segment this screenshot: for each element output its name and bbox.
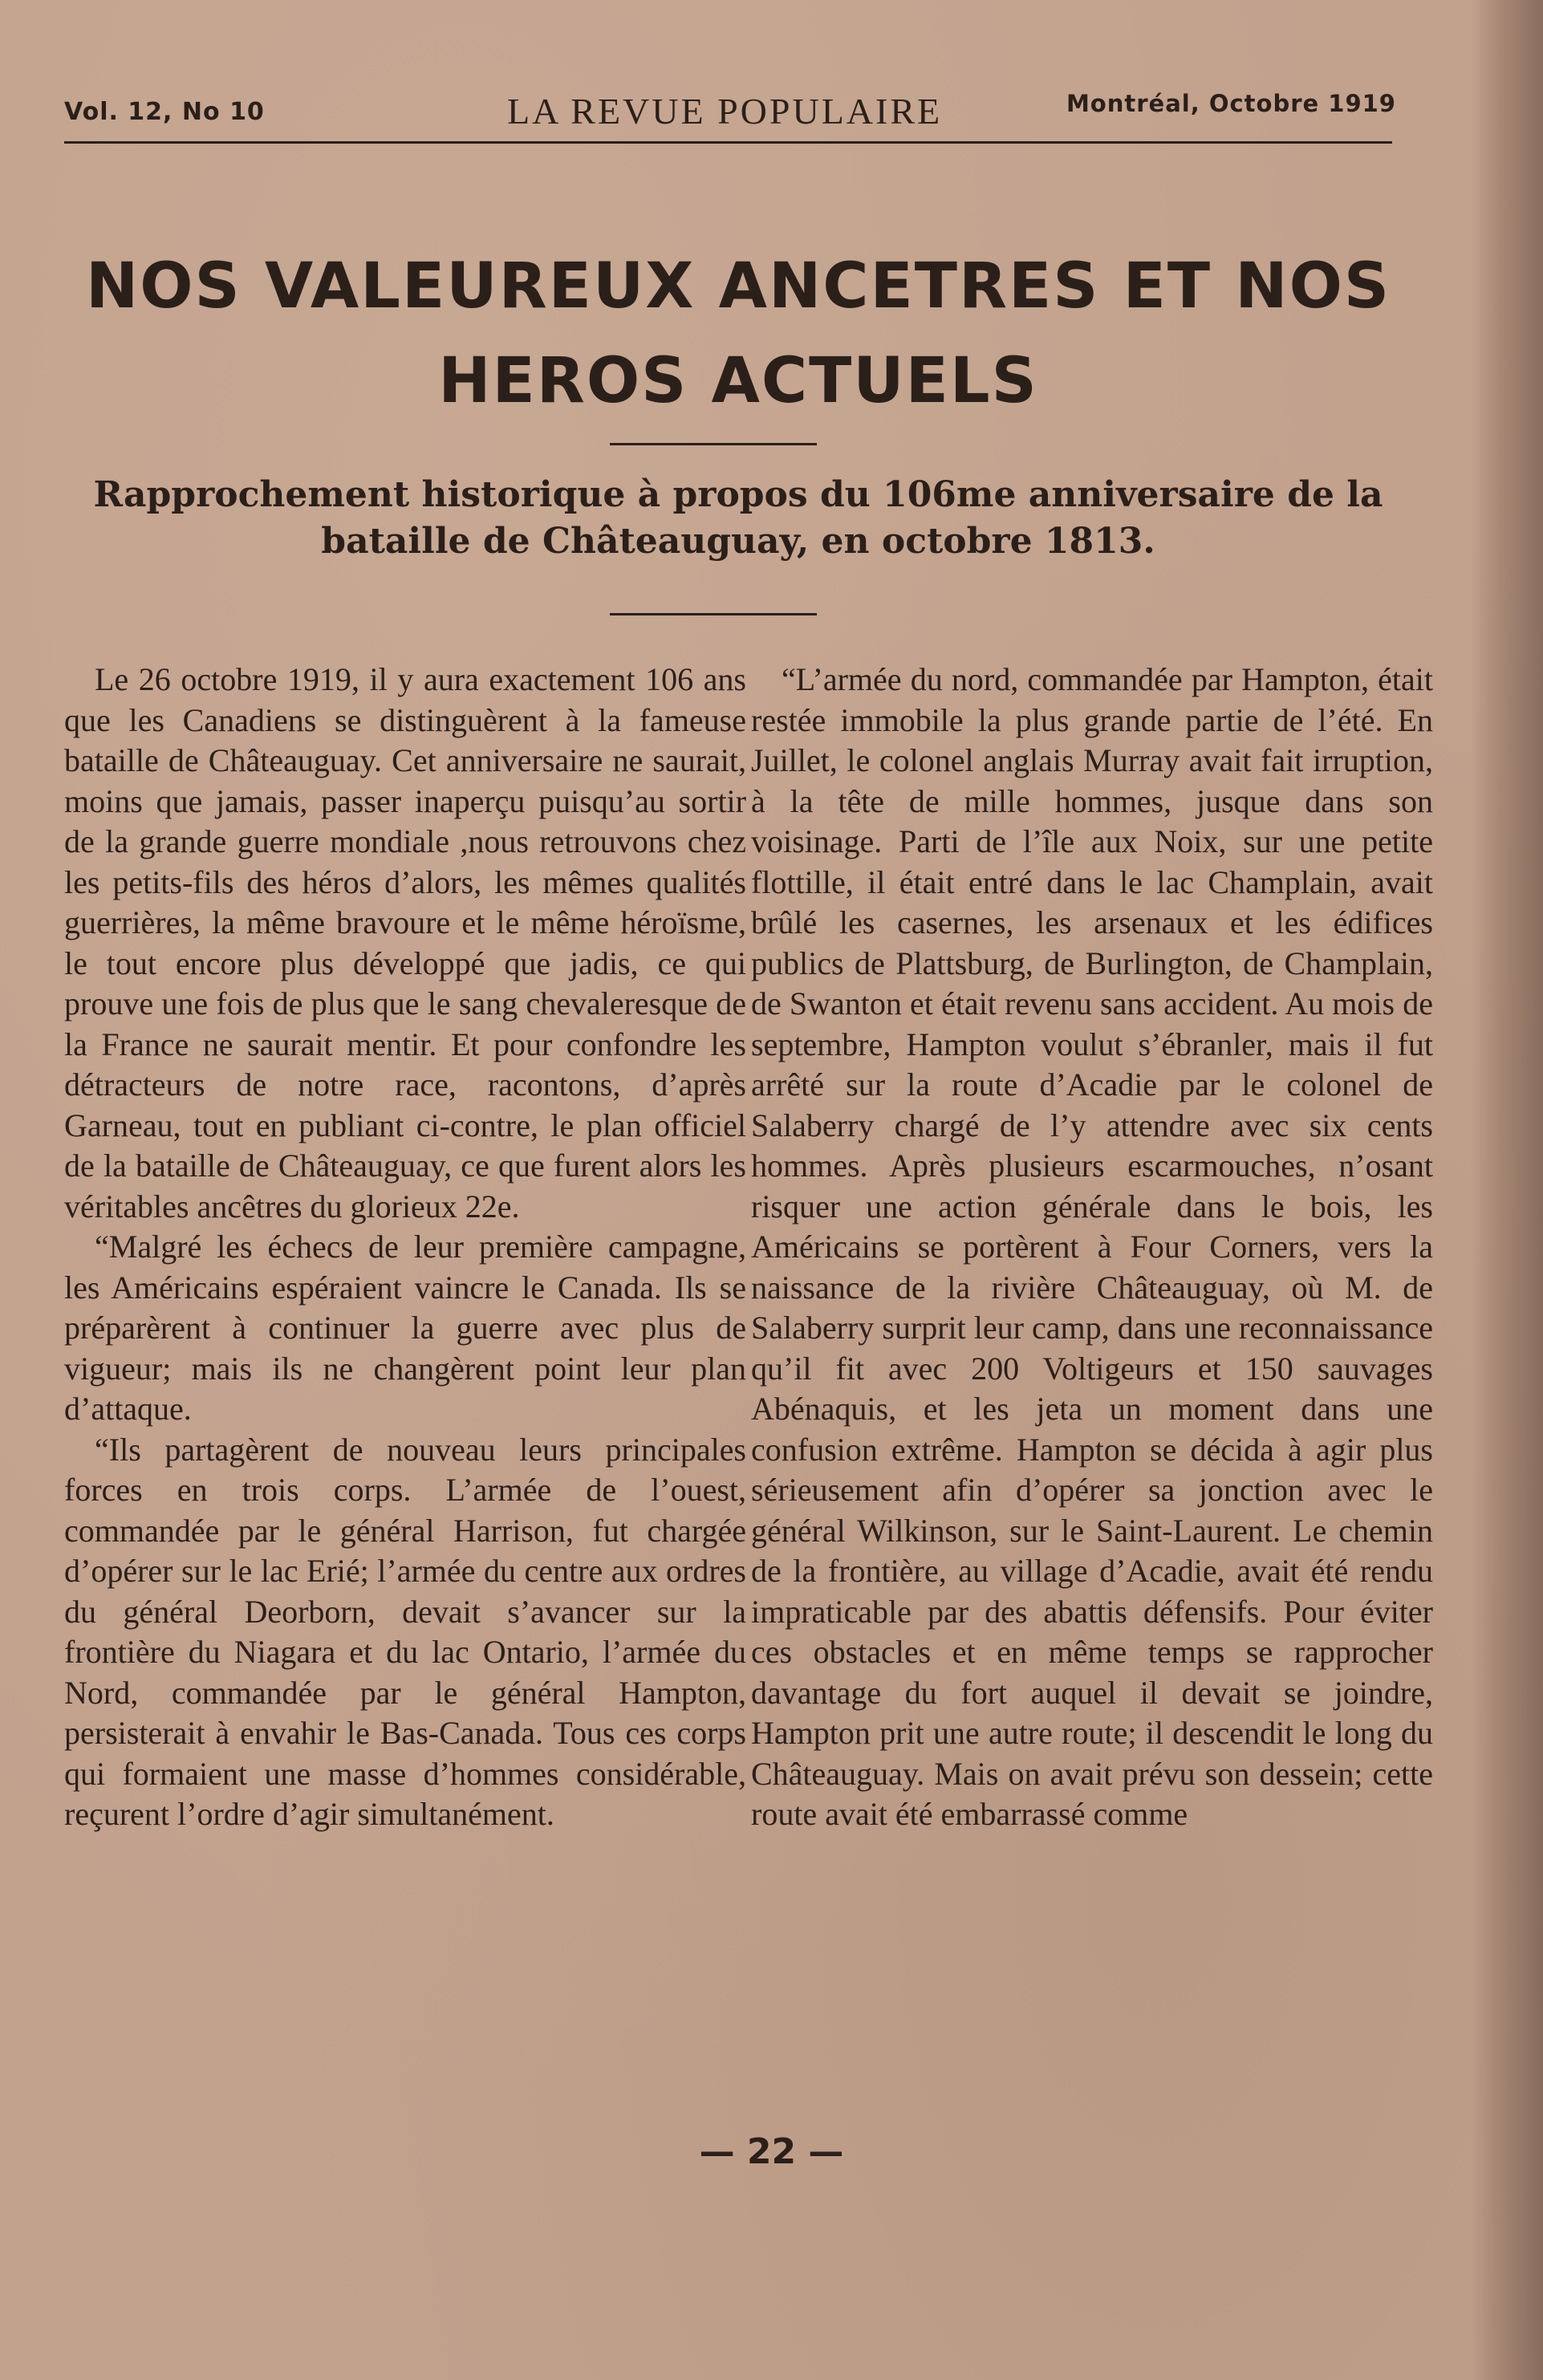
page-number: — 22 — [699, 2131, 844, 2172]
magazine-name: LA REVUE POPULAIRE [507, 91, 943, 132]
volume-number: Vol. 12, No 10 [64, 98, 265, 126]
page-edge-shadow [1471, 0, 1543, 2380]
header-rule [64, 141, 1392, 144]
issue-date: Montréal, Octobre 1919 [1066, 90, 1396, 117]
title-divider [610, 443, 817, 445]
article-subtitle: Rapprochement historique à propos du 106me anniversaire de la bataille de Châteauguay, en octobre 1813. [93, 474, 1383, 562]
running-header [64, 90, 1396, 146]
left-column [64, 660, 746, 1835]
paragraph: “Malgré les échecs de leur première campagne, les Américains espéraient vaincre le Canada. Ils se préparèrent à continuer la guerre avec plus de vigueur; mais ils ne changèrent point leur plan d’attaque. [64, 1229, 746, 1427]
article-title: NOS VALEUREUX ANCETRES ET NOS HEROS ACTUELS [85, 250, 1391, 417]
subtitle-divider [610, 613, 817, 615]
paragraph: “Ils partagèrent de nouveau leurs principales forces en trois corps. L’armée de l’ouest, commandée par le général Harrison, fut chargée d’opérer sur le lac Erié; l’armée du centre aux ordres du général Deorborn, devait s’avancer sur la frontière du Niagara et du lac Ontario, l’armée du Nord, commandée par le général Hampton, persisterait à envahir le Bas-Canada. Tous ces corps qui formaient une masse d’hommes considérable, reçurent l’ordre d’agir simultanément. [64, 1431, 746, 1832]
right-column [751, 660, 1433, 1835]
paragraph: “L’armée du nord, commandée par Hampton, était restée immobile la plus grande partie de l’été. En Juillet, le colonel anglais Murray avait fait irruption, à la tête de mille hommes, jusque dans son voisinage. Parti de l’île aux Noix, sur une petite flottille, il était entré dans le lac Champlain, avait brûlé les casernes, les arsenaux et les édifices publics de Plattsburg, de Burlington, de Champlain, de Swanton et était revenu sans accident. Au mois de septembre, Hampton voulut s’ébranler, mais il fut arrêté sur la route d’Acadie par le colonel de Salaberry chargé de l’y attendre avec six cents hommes. Après plusieurs escarmouches, n’osant risquer une action générale dans le bois, les Américains se portèrent à Four Corners, vers la naissance de la rivière Châteauguay, où M. de Salaberry surprit leur camp, dans une reconnaissance qu’il fit avec 200 Voltigeurs et 150 sauvages Abénaquis, et les jeta un moment dans une confusion extrême. Hampton se décida à agir plus sérieusement afin d’opérer sa jonction avec le général Wilkinson, sur le Saint-Laurent. Le chemin de la frontière, au village d’Acadie, avait été rendu impraticable par des abattis défensifs. Pour éviter ces obstacles et en même temps se rapprocher davantage du fort auquel il devait se joindre, Hampton prit une autre route; il descendit le long du Châteauguay. Mais on avait prévu son dessein; cette route avait été embarrassé comme [751, 661, 1433, 1832]
paragraph: Le 26 octobre 1919, il y aura exactement 106 ans que les Canadiens se distinguèrent à la fameuse bataille de Châteauguay. Cet anniversaire ne saurait, moins que jamais, passer inaperçu puisqu’au sortir de la grande guerre mondiale ,nous retrouvons chez les petits-fils des héros d’alors, les mêmes qualités guerrières, la même bravoure et le même héroïsme, le tout encore plus développé que jadis, ce qui prouve une fois de plus que le sang chevaleresque de la France ne saurait mentir. Et pour confondre les détracteurs de notre race, racontons, d’après Garneau, tout en publiant ci-contre, le plan officiel de la bataille de Châteauguay, ce que furent alors les véritables ancêtres du glorieux 22e. [64, 661, 746, 1225]
